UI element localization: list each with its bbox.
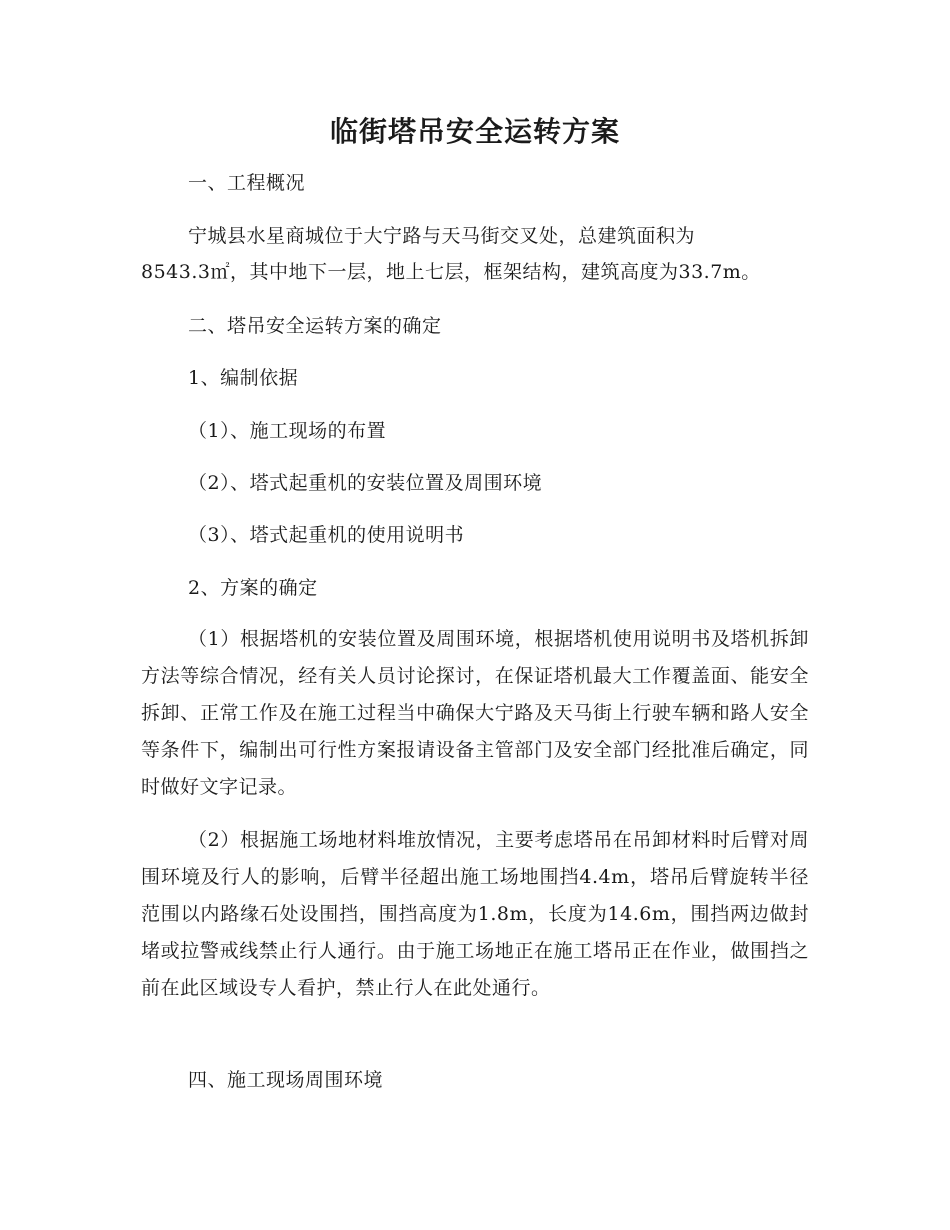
plan-paragraph-2: （2）根据施工场地材料堆放情况，主要考虑塔吊在吊卸材料时后臂对周围环境及行人的影响，后臂半径超出施工场地围挡4.4m，塔吊后臂旋转半径范围以内路缘石处设围挡，围挡高度为1.8m，长度为14.6m，围挡两边做封堵或拉警戒线禁止行人通行。由于施工场地正在施工塔吊正在作业，做围挡之前在此区域设专人看护，禁止行人在此处通行。 bbox=[141, 829, 809, 999]
section-heading-plan: 二、塔吊安全运转方案的确定 bbox=[188, 315, 442, 337]
subsection-heading-basis: 1、编制依据 bbox=[188, 367, 299, 389]
document-title: 临街塔吊安全运转方案 bbox=[329, 115, 620, 148]
basis-item: （2）、塔式起重机的安装位置及周围环境 bbox=[188, 472, 543, 494]
overview-text-line-2: 8543.3㎡，其中地下一层，地上七层，框架结构，建筑高度为33.7m。 bbox=[141, 261, 761, 283]
basis-item: （3）、塔式起重机的使用说明书 bbox=[188, 524, 465, 546]
plan-paragraph-1: （1）根据塔机的安装位置及周围环境，根据塔机使用说明书及塔机拆卸方法等综合情况，经有关人员讨论探讨，在保证塔机最大工作覆盖面、能安全拆卸、正常工作及在施工过程当中确保大宁路及天马街上行驶车辆和路人安全等条件下，编制出可行性方案报请设备主管部门及安全部门经批准后确定，同时做好文字记录。 bbox=[141, 628, 809, 798]
subsection-heading-determination: 2、方案的确定 bbox=[188, 577, 318, 599]
section-heading-overview: 一、工程概况 bbox=[188, 172, 306, 194]
overview-text-line-1: 宁城县水星商城位于大宁路与天马街交叉处，总建筑面积为 bbox=[188, 225, 696, 247]
basis-item: （1）、施工现场的布置 bbox=[188, 420, 387, 442]
section-heading-environment: 四、施工现场周围环境 bbox=[188, 1069, 384, 1091]
